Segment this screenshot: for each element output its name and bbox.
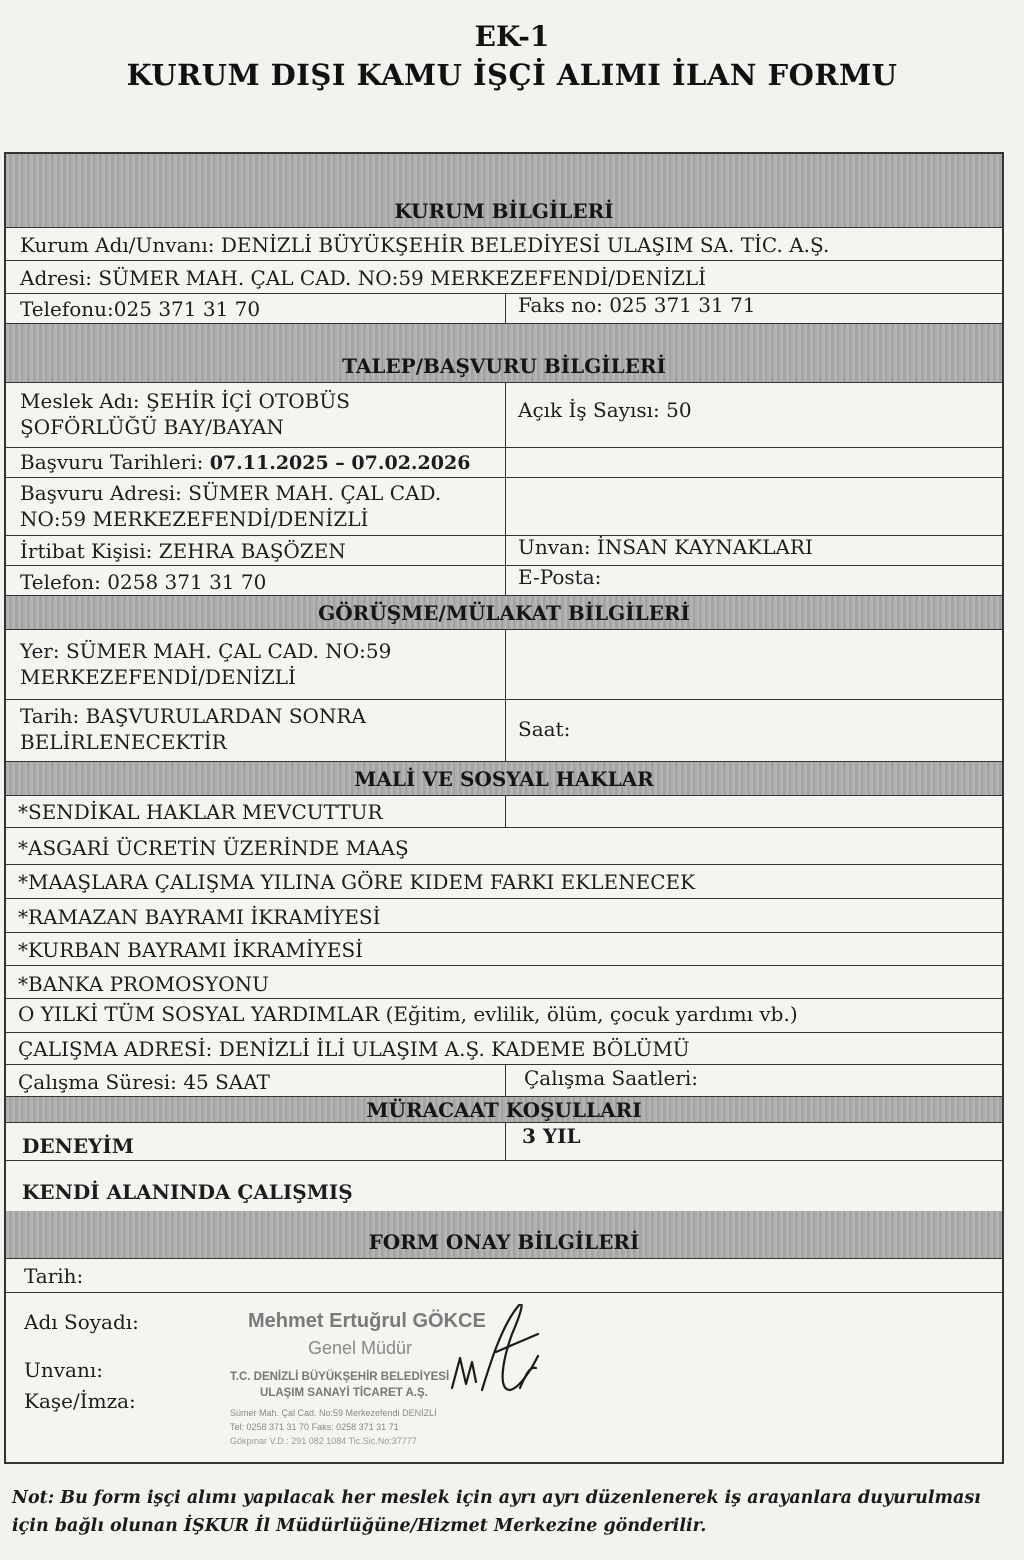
stamp-tax: Gökpınar V.D.: 291 082 1084 Tic.Sic.No:37777: [230, 1436, 417, 1446]
kurum-address: Adresi: SÜMER MAH. ÇAL CAD. NO:59 MERKEZEFENDİ/DENİZLİ: [20, 266, 707, 290]
kurum-fax: Faks no: 025 371 31 71: [518, 293, 756, 317]
section-gorusme: [6, 596, 1002, 630]
experience-row: [6, 1123, 1002, 1161]
stamp-role: Genel Müdür: [308, 1338, 413, 1358]
stamp-org-line2: ULAŞIM SANAYİ TİCARET A.Ş.: [260, 1387, 428, 1399]
rights-item: *KURBAN BAYRAMI İKRAMİYESİ: [18, 938, 364, 962]
work-duration: Çalışma Süresi: 45 SAAT: [18, 1070, 270, 1094]
stamp-org-line1: T.C. DENİZLİ BÜYÜKŞEHİR BELEDİYESİ: [230, 1371, 450, 1383]
approval-seal: Kaşe/İmza:: [24, 1389, 136, 1413]
stamp-name: Mehmet Ertuğrul GÖKCE: [248, 1310, 486, 1332]
kurum-phone: Telefonu:025 371 31 70: [20, 297, 261, 321]
experience-label: DENEYİM: [22, 1134, 134, 1158]
section-kurum: [6, 154, 1002, 228]
rights-item: O YILKİ TÜM SOSYAL YARDIMLAR (Eğitim, evlilik, ölüm, çocuk yardımı vb.): [18, 1002, 798, 1026]
section-title-kurum: KURUM BİLGİLERİ: [394, 199, 614, 223]
section-talep: [6, 324, 1002, 383]
contact-phone: Telefon: 0258 371 31 70: [20, 570, 267, 594]
work-time-row: [6, 1065, 1002, 1097]
approval-date-row: [6, 1259, 1002, 1293]
interview-date-row: [6, 700, 1002, 762]
experience-value: 3 YIL: [522, 1124, 581, 1148]
meslek-label: Meslek Adı:: [20, 389, 147, 413]
approval-date: Tarih:: [24, 1264, 84, 1288]
kurum-name: Kurum Adı/Unvanı: DENİZLİ BÜYÜKŞEHİR BELEDİYESİ ULAŞIM SA. TİC. A.Ş.: [20, 233, 830, 257]
contact-title: Unvan: İNSAN KAYNAKLARI: [518, 535, 813, 559]
rights-item: *ASGARİ ÜCRETİN ÜZERİNDE MAAŞ: [18, 836, 409, 860]
dates-value: 07.11.2025 – 07.02.2026: [209, 452, 471, 474]
rights-item: ÇALIŞMA ADRESİ: DENİZLİ İLİ ULAŞIM A.Ş. KADEME BÖLÜMÜ: [18, 1037, 690, 1061]
approval-name: Adı Soyadı:: [24, 1310, 139, 1334]
section-title-talep: TALEP/BAŞVURU BİLGİLERİ: [342, 354, 666, 378]
section-kosullar: [6, 1097, 1002, 1123]
rights-row-6: [6, 966, 1002, 999]
contact-email: E-Posta:: [518, 565, 602, 589]
contact-person: İrtibat Kişisi: ZEHRA BAŞÖZEN: [20, 539, 346, 563]
section-title-gorusme: GÖRÜŞME/MÜLAKAT BİLGİLERİ: [318, 601, 690, 625]
stamp-address: Sümer Mah. Çal Cad. No:59 Merkezefendi DENİZLİ: [230, 1408, 437, 1418]
interview-place: Yer: SÜMER MAH. ÇAL CAD. NO:59 MERKEZEFENDİ/DENİZLİ: [20, 639, 392, 689]
application-dates: [20, 449, 470, 476]
rights-row-5: [6, 933, 1002, 966]
rights-row-7: [6, 999, 1002, 1033]
meslek-value: ŞEHİR İÇİ OTOBÜS ŞOFÖRLÜĞÜ BAY/BAYAN: [20, 389, 350, 439]
rights-row-2: [6, 828, 1002, 865]
requirement-note: KENDİ ALANINDA ÇALIŞMIŞ: [22, 1180, 353, 1204]
dates-label: Başvuru Tarihleri:: [20, 450, 210, 474]
section-title-haklar: MALİ VE SOSYAL HAKLAR: [354, 767, 654, 791]
section-title-kosullar: MÜRACAAT KOŞULLARI: [366, 1098, 642, 1122]
interview-time: Saat:: [518, 717, 571, 741]
rights-row-3: [6, 865, 1002, 899]
rights-row-8: [6, 1033, 1002, 1065]
kurum-name-row: [6, 228, 1002, 261]
meslek-field: [20, 388, 490, 440]
rights-row-1: [6, 796, 1002, 828]
section-title-onay: FORM ONAY BİLGİLERİ: [368, 1230, 640, 1254]
meslek-row: [6, 383, 1002, 448]
kurum-phone-row: [6, 294, 1002, 324]
open-jobs: Açık İş Sayısı: 50: [518, 398, 692, 422]
contact-row: [6, 536, 1002, 566]
stamp-phone: Tel: 0258 371 31 70 Faks: 0258 371 31 71: [230, 1422, 399, 1432]
rights-row-4: [6, 899, 1002, 933]
interview-date: Tarih: BAŞVURULARDAN SONRA BELİRLENECEKTİR: [20, 704, 366, 754]
form-title: KURUM DIŞI KAMU İŞÇİ ALIMI İLAN FORMU: [126, 58, 898, 92]
work-hours: Çalışma Saatleri:: [524, 1066, 699, 1090]
section-onay: [6, 1211, 1002, 1259]
rights-item: *RAMAZAN BAYRAMI İKRAMİYESİ: [18, 905, 381, 929]
announcement-form: [4, 152, 1004, 1464]
application-address: Başvuru Adresi: SÜMER MAH. ÇAL CAD. NO:59 MERKEZEFENDİ/DENİZLİ: [20, 481, 442, 531]
approval-title: Unvanı:: [24, 1358, 103, 1382]
basvuru-address-row: [6, 478, 1002, 536]
section-haklar: [6, 762, 1002, 796]
rights-item: *BANKA PROMOSYONU: [18, 972, 270, 996]
kurum-address-row: [6, 261, 1002, 294]
contact-phone-row: [6, 566, 1002, 596]
dates-row: [6, 448, 1002, 478]
interview-place-row: [6, 630, 1002, 700]
requirement-row: [6, 1161, 1002, 1211]
footer-note: Not: Bu form işçi alımı yapılacak her meslek için ayrı ayrı düzenlenerek iş arayanlara duyurulması için bağlı olunan İŞKUR İl Müdürlüğüne/Hizmet Merkezine gönderilir.: [12, 1488, 981, 1536]
official-stamp: [220, 1304, 540, 1454]
rights-item: *SENDİKAL HAKLAR MEVCUTTUR: [18, 800, 383, 824]
annex-label: EK-1: [474, 20, 550, 53]
rights-item: *MAAŞLARA ÇALIŞMA YILINA GÖRE KIDEM FARKI EKLENECEK: [18, 870, 696, 894]
